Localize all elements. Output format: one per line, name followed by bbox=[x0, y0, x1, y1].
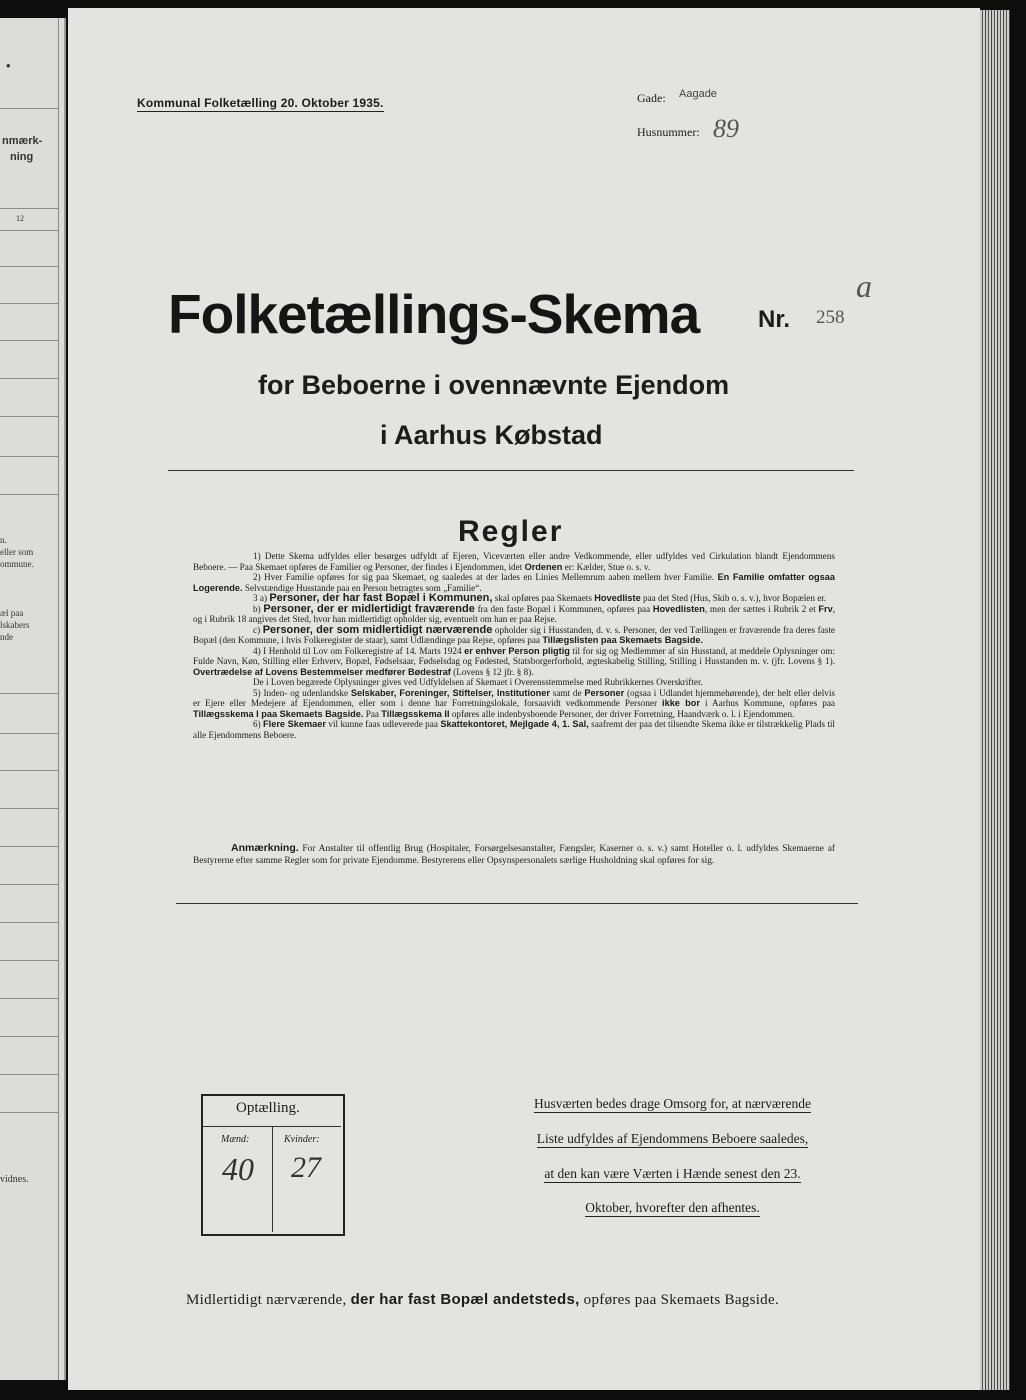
form-title: Folketællings-Skema bbox=[168, 283, 700, 345]
left-page-rule bbox=[0, 456, 58, 457]
census-header-line: Kommunal Folketælling 20. Oktober 1935. bbox=[137, 96, 384, 110]
count-box-title: Optælling. bbox=[236, 1100, 300, 1116]
page-stack-edge bbox=[980, 10, 1010, 1390]
left-page-text: nmærk- bbox=[2, 135, 43, 147]
rule-4-note: De i Loven begærede Oplysninger gives ved Udfyldelsen af Skemaet i Overensstemmelse med Rubrikkernes Overskrifter. bbox=[253, 677, 703, 687]
left-page-rule bbox=[0, 846, 58, 847]
left-page-column-line bbox=[58, 18, 59, 1380]
men-label: Mænd: bbox=[221, 1134, 250, 1145]
left-page-rule bbox=[0, 303, 58, 304]
left-page-rule bbox=[0, 378, 58, 379]
left-page-text: n. bbox=[0, 535, 7, 545]
form-subtitle-1: for Beboerne i ovennævnte Ejendom bbox=[258, 370, 730, 400]
left-page-text: 12 bbox=[16, 214, 24, 223]
women-count-value: 27 bbox=[291, 1151, 321, 1184]
left-page-text: nde bbox=[0, 632, 13, 642]
left-page-fragment bbox=[0, 18, 66, 1380]
left-page-rule bbox=[0, 230, 58, 231]
rule-4: 4) I Henhold til Lov om Folkeregistre af 14. Marts 1924 er enhver Person pligtig til for sig og Medlemmer af sin Husstand, at meddele Oplysninger om: Fulde Navn, Køn, Stilling eller Erhverv, Bopæl, Fødselsaar, Fødselsdag og Fødested, Statsborgerforhold, ægteskabelig Stilling, Stilling i Husstanden m. v. (jfr. Lovens § 1). Overtrædelse af Lovens Bestemmelser medfører Bødestraf (Lovens § 12 jfr. § 8). bbox=[193, 645, 836, 677]
form-number-label: Nr. bbox=[758, 306, 791, 333]
left-page-rule bbox=[0, 108, 58, 109]
left-page-rule bbox=[0, 733, 58, 734]
remark-paragraph bbox=[193, 843, 835, 867]
notice-line: Husværten bedes drage Omsorg for, at nærværende bbox=[533, 1096, 812, 1111]
left-page-text: lskabers bbox=[0, 620, 30, 630]
footer-note: Midlertidigt nærværende, der har fast Bopæl andetsteds, opføres paa Skemaets Bagside. bbox=[186, 1291, 779, 1308]
rule-3c: c) Personer, der som midlertidigt nærværende opholder sig i Husstanden, d. v. s. Personer, der ved Tællingen er fraværende fra deres faste Bopæl (den Kommune, i hvis Folkeregister de staar), samt Udlændinge paa Rejse, opføres paa Tillægslisten paa Skemaets Bagside. bbox=[193, 623, 836, 645]
notice-line: at den kan være Værten i Hænde senest den 23. bbox=[544, 1166, 801, 1181]
left-page-rule bbox=[0, 416, 58, 417]
left-page-text: vidnes. bbox=[0, 1174, 29, 1185]
remark-label: Anmærkning. bbox=[231, 842, 299, 854]
left-page-rule bbox=[0, 808, 58, 809]
rule-3a: 3 a) Personer, der har fast Bopæl i Kommunen, skal opføres paa Skemaets Hovedliste paa det Sted (Hus, Skib o. s. v.), hvor Bopælen er. bbox=[253, 592, 827, 604]
left-page-rule bbox=[0, 960, 58, 961]
form-number-value: 258 bbox=[816, 307, 845, 328]
gade-label: Gade: bbox=[637, 91, 666, 105]
rules-text bbox=[193, 551, 835, 740]
left-page-text: æl paa bbox=[0, 608, 24, 618]
form-subtitle-2: i Aarhus Købstad bbox=[380, 420, 603, 450]
remark-divider bbox=[176, 903, 858, 904]
left-page-text: ommune. bbox=[0, 559, 34, 569]
rule-5: 5) Inden- og udenlandske Selskaber, Foreninger, Stiftelser, Institutioner samt de Personer (ogsaa i Udlandet hjemmehørende), der helt eller delvis er Ejere eller Medejere af Ejendommen, eller som i denne har Forretningslokale, forsaavidt vedkommende Personer ikke bor i Aarhus Kommune, opføres paa Tillægsskema I paa Skemaets Bagside. Paa Tillægsskema II opføres alle indenbysboende Personer, der driver Forretning, Haandværk o. l. i Ejendommen. bbox=[193, 687, 835, 719]
left-page-rule bbox=[0, 998, 58, 999]
left-page-rule bbox=[0, 693, 58, 694]
gade-value: Aagade bbox=[679, 88, 717, 100]
rule-2: 2) Hver Familie opføres for sig paa Skemaet, og saaledes at der lades en Linies Mellemrum aaben mellem hver Familie. En Familie omfatter ogsaa Logerende. Selvstændige Husstande paa en Person betragtes som „Familie“. bbox=[193, 572, 835, 593]
left-page-rule bbox=[0, 208, 58, 209]
rule-3b: b) Personer, der er midlertidigt fraværende fra den faste Bopæl i Kommunen, opføres paa Hovedlisten, men der sættes i Rubrik 2 et Frv, og i Rubrik 18 angives det Sted, hvor han midlertidigt opholder sig, eventuelt om han er paa Rejse. bbox=[193, 602, 835, 624]
left-page-rule bbox=[0, 494, 58, 495]
left-page-rule bbox=[0, 340, 58, 341]
left-page-rule bbox=[0, 770, 58, 771]
rule-6: 6) Flere Skemaer vil kunne faas udleverede paa Skattekontoret, Mejlgade 4, 1. Sal, saafremt der paa det tilsendte Skema ikke er tilstrækkelig Plads til alle Ejendommens Beboere. bbox=[193, 719, 835, 740]
notice-line: Oktober, hvorefter den afhentes. bbox=[585, 1200, 760, 1215]
left-page-rule bbox=[0, 884, 58, 885]
left-page-text: ning bbox=[10, 151, 34, 163]
women-label: Kvinder: bbox=[284, 1134, 320, 1145]
remark-text: For Anstalter til offentlig Brug (Hospitaler, Forsørgelsesanstalter, Fængsler, Kaserner o. s. v.) samt Hoteller o. l. udfyldes Skemaerne af Bestyrerne efter samme Regler som for private Ejendomme. Bestyrerens eller Opsynspersonalets særlige Husholdning skal opføres for sig. bbox=[193, 844, 835, 866]
left-page-rule bbox=[0, 1112, 58, 1113]
form-number-suffix: a bbox=[856, 268, 872, 304]
left-page-rule bbox=[0, 1074, 58, 1075]
count-box-column-divider bbox=[272, 1126, 273, 1232]
husnummer-value: 89 bbox=[713, 114, 739, 143]
left-page-bullet: • bbox=[6, 58, 11, 73]
notice-line: Liste udfyldes af Ejendommens Beboere saaledes, bbox=[536, 1131, 809, 1146]
left-page-rule bbox=[0, 1036, 58, 1037]
left-page-rule bbox=[0, 922, 58, 923]
rule-1: 1) Dette Skema udfyldes eller besørges udfyldt af Ejeren, Viceværten eller andre Vedkommende, eller udfyldes ved Cirkulation blandt Ejendommens Beboere. — Paa Skemaet opføres de Familier og Personer, der findes i Ejendommen, idet Ordenen er: Kælder, Stue o. s. v. bbox=[193, 551, 835, 572]
title-divider bbox=[168, 470, 854, 471]
men-count-value: 40 bbox=[222, 1151, 254, 1187]
left-page-rule bbox=[0, 266, 58, 267]
rules-heading: Regler bbox=[458, 515, 564, 548]
husnummer-label: Husnummer: bbox=[637, 125, 700, 139]
left-page-text: eller som bbox=[0, 547, 34, 557]
